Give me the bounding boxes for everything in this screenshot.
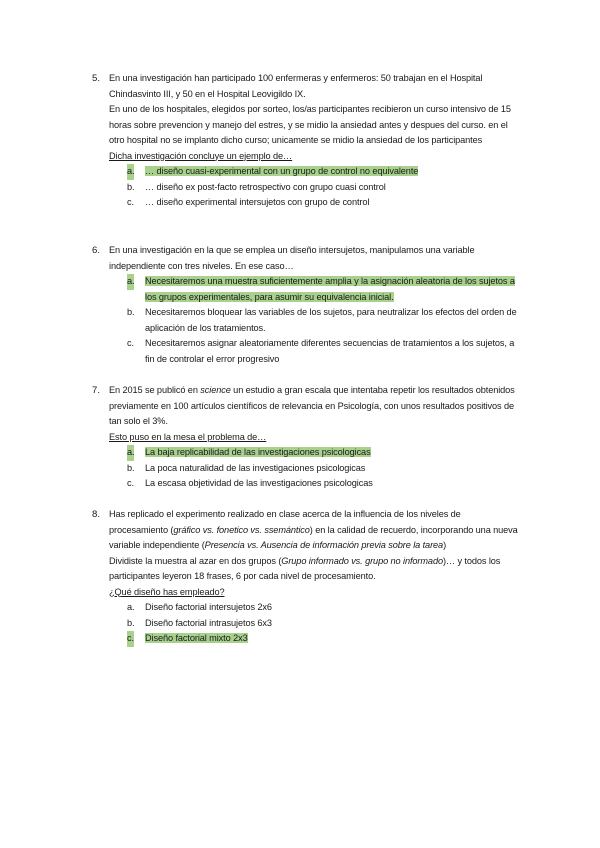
answer-option-a[interactable] bbox=[127, 164, 522, 180]
option-letter: a. bbox=[127, 445, 134, 461]
question-prompt: Dicha investigación concluye un ejemplo de… bbox=[109, 150, 293, 161]
option-text: La poca naturalidad de las investigaciones psicologicas bbox=[145, 462, 366, 473]
option-text-correct: … diseño cuasi-experimental con un grupo de control no equivalente bbox=[145, 166, 419, 176]
question-7 bbox=[92, 383, 522, 492]
answer-option-a[interactable] bbox=[127, 600, 522, 616]
option-letter: b. bbox=[127, 462, 135, 473]
answer-option-c[interactable] bbox=[127, 476, 522, 492]
option-text-correct: La baja replicabilidad de las investigaciones psicologicas bbox=[145, 447, 371, 457]
option-text: Diseño factorial intersujetos 2x6 bbox=[145, 602, 272, 612]
question-text: Has replicado el experimento realizado en clase acerca de la influencia de los niveles de procesamiento (gráfico vs. fonetico vs. ssemántico) en la calidad de recuerdo, incorporando una nueva variable independiente (Presencia vs. Ausencia de información previa sobre la tarea) bbox=[109, 509, 518, 550]
answer-option-a[interactable] bbox=[127, 445, 522, 461]
option-letter: b. bbox=[127, 617, 135, 628]
question-number: 8. bbox=[92, 509, 101, 520]
question-6 bbox=[92, 243, 522, 367]
option-text: Necesitaremos asignar aleatoriamente diferentes secuencias de tratamientos a los sujetos, a fin de controlar el error progresivo bbox=[145, 338, 515, 364]
answer-options bbox=[109, 274, 522, 367]
question-text: En 2015 se publicó en science un estudio a gran escala que intentaba repetir los resultados obtenidos previamente en 100 artículos científicos de relevancia en Psicología, con unos resultados positivos de tan solo el 3%. bbox=[109, 385, 515, 426]
option-text: Necesitaremos bloquear las variables de los sujetos, para neutralizar los efectos del orden de aplicación de los tratamientos. bbox=[145, 307, 517, 333]
option-letter: a. bbox=[127, 602, 135, 612]
question-5 bbox=[92, 71, 522, 211]
option-letter: c. bbox=[127, 197, 134, 207]
question-text: Dividiste la muestra al azar en dos grupos (Grupo informado vs. grupo no informado)… y todos los participantes leyeron 18 frases, 6 por cada nivel de procesamiento. bbox=[109, 555, 501, 581]
question-prompt: ¿Qué diseño has empleado? bbox=[109, 586, 225, 597]
option-text-correct: Diseño factorial mixto 2x3 bbox=[145, 633, 248, 643]
question-text: En una investigación han participado 100 enfermeras y enfermeros: 50 trabajan en el Hospital Chindasvinto III, y 50 en el Hospital Leovigildo IX. bbox=[109, 73, 483, 99]
answer-options bbox=[109, 164, 522, 211]
answer-option-b[interactable] bbox=[127, 305, 522, 336]
question-text: En uno de los hospitales, elegidos por sorteo, los/as participantes recibieron un curso intensivo de 15 horas sobre prevencion y manejo del estres, y se midio la ansiedad antes y despues del curso. en el otro hospital no se implanto dicho curso; unicamente se midio la ansiedad de los participantes bbox=[109, 104, 511, 145]
answer-option-b[interactable] bbox=[127, 180, 522, 196]
option-text: La escasa objetividad de las investigaciones psicologicas bbox=[145, 478, 373, 488]
option-text: Diseño factorial intrasujetos 6x3 bbox=[145, 617, 272, 628]
answer-option-c[interactable] bbox=[127, 631, 522, 647]
question-8 bbox=[92, 507, 522, 647]
answer-options bbox=[109, 445, 522, 492]
option-letter: c. bbox=[127, 338, 134, 348]
option-letter: a. bbox=[127, 274, 134, 290]
answer-option-c[interactable] bbox=[127, 195, 522, 211]
answer-option-c[interactable] bbox=[127, 336, 522, 367]
option-text: … diseño ex post-facto retrospectivo con grupo cuasi control bbox=[145, 181, 386, 192]
question-text: En una investigación en la que se emplea un diseño intersujetos, manipulamos una variable independiente con tres niveles. En ese caso… bbox=[109, 245, 475, 271]
question-number: 5. bbox=[92, 73, 101, 84]
question-prompt: Esto puso en la mesa el problema de… bbox=[109, 431, 267, 442]
option-letter: b. bbox=[127, 307, 135, 317]
option-text-correct: Necesitaremos una muestra suficientemente amplia y la asignación aleatoria de los sujetos a los grupos experimentales, para asumir su equivalencia inicial. bbox=[145, 276, 515, 302]
question-number: 6. bbox=[92, 245, 101, 256]
option-letter: b. bbox=[127, 181, 135, 192]
option-text: … diseño experimental intersujetos con grupo de control bbox=[145, 197, 370, 207]
option-letter: c. bbox=[127, 631, 134, 647]
option-letter: a. bbox=[127, 164, 134, 180]
answer-option-b[interactable] bbox=[127, 616, 522, 632]
answer-options bbox=[109, 600, 522, 647]
answer-option-b[interactable] bbox=[127, 461, 522, 477]
question-number: 7. bbox=[92, 385, 101, 396]
answer-option-a[interactable] bbox=[127, 274, 522, 305]
option-letter: c. bbox=[127, 478, 134, 488]
